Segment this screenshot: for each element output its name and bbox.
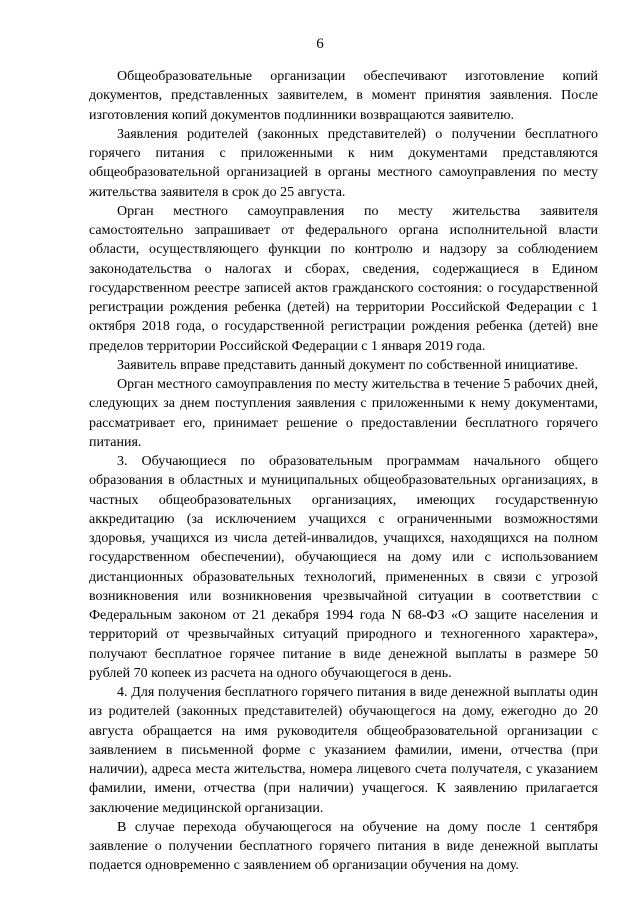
- paragraph: В случае перехода обучающегося на обучение на дому после 1 сентября заявление о получении бесплатного горячего питания в виде денежной выплаты подается одновременно с заявлением об организации обучения на дому.: [89, 819, 598, 874]
- page-number: 6: [316, 36, 324, 52]
- paragraph: Орган местного самоуправления по месту жительства в течение 5 рабочих дней, следующих за днем поступления заявления с приложенными к нему документами, рассматривает его, принимает решение о предоставлении бесплатного горячего питания.: [89, 377, 598, 450]
- document-body: [89, 67, 598, 876]
- paragraph: 3. Обучающиеся по образовательным программам начального общего образования в областных и муниципальных общеобразовательных организациях, в частных общеобразовательных организациях, имеющих государственную аккредитацию (за исключением учащихся с ограниченными возможностями здоровья, учащихся из числа детей-инвалидов, учащихся, находящихся на полном государственном обеспечении), обучающиеся на дому или с использованием дистанционных образовательных технологий, примененных в связи с угрозой возникновения или возникновения чрезвычайной ситуации в соответствии с Федеральным законом от 21 декабря 1994 года N 68-ФЗ «О защите населения и территорий от чрезвычайных ситуаций природного и техногенного характера», получают бесплатное горячее питание в виде денежной выплаты в размере 50 рублей 70 копеек из расчета на одного обучающегося в день.: [89, 454, 598, 681]
- paragraph: Общеобразовательные организации обеспечивают изготовление копий документов, представленных заявителем, в момент принятия заявления. После изготовления копий документов подлинники возвращаются заявителю.: [89, 69, 598, 123]
- paragraph: Заявления родителей (законных представителей) о получении бесплатного горячего питания с приложенными к ним документами представляются общеобразовательной организацией в органы местного самоуправления по месту жительства заявителя в срок до 25 августа.: [89, 126, 598, 200]
- paragraph: 4. Для получения бесплатного горячего питания в виде денежной выплаты один из родителей (законных представителей) обучающегося на дому, ежегодно до 20 августа обращается на имя руководителя общеобразовательной организации с заявлением в письменной форме с указанием фамилии, имени, отчества (при наличии), адреса места жительства, номера лицевого счета получателя, с указанием фамилии, имени, отчества (при наличии) учащегося. К заявлению прилагается заключение медицинской организации.: [89, 685, 598, 816]
- paragraph: Заявитель вправе представить данный документ по собственной инициативе.: [117, 357, 578, 373]
- paragraph: Орган местного самоуправления по месту жительства заявителя самостоятельно запрашивает от федерального органа исполнительной власти области, осуществляющего функции по контролю и надзору за соблюдением законодательства о налогах и сборах, сведения, содержащиеся в Едином государственном реестре записей актов гражданского состояния: о государственной регистрации рождения ребенка (детей) на территории Российской Федерации с 1 октября 2018 года, о государственной регистрации рождения ребенка (детей) вне пределов территории Российской Федерации с 1 января 2019 года.: [89, 203, 598, 354]
